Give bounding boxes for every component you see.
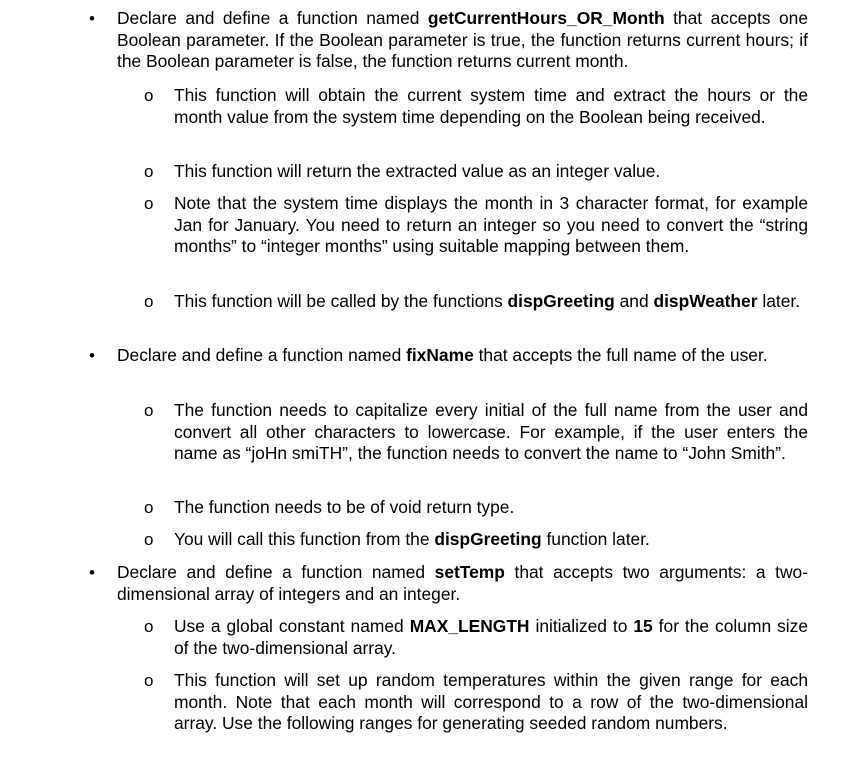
list-item	[174, 400, 808, 465]
item-text: that accepts the full name of the user.	[473, 345, 768, 365]
list-item	[117, 345, 808, 367]
item-text: Declare and define a function named	[117, 345, 407, 365]
item-text: This function will obtain the current system time and extract the hours or the month value from the system time depending on the Boolean being received.	[174, 85, 808, 127]
sub-bullet-marker: o	[144, 86, 154, 105]
item-text: This function will return the extracted value as an integer value.	[174, 161, 661, 181]
function-name: dispGreeting	[434, 529, 542, 549]
constant-name: MAX_LENGTH	[409, 616, 530, 636]
item-text: The function needs to be of void return type.	[174, 497, 515, 517]
function-name: fixName	[406, 345, 474, 365]
item-text: This function will set up random temperatures within the given range for each month. Note that each month will correspond to a row of the two-dimensional array. Use the following ranges for generating seeded random numbers.	[174, 670, 808, 734]
function-name: setTemp	[434, 562, 505, 582]
list-item	[174, 291, 808, 313]
item-text: initialized to	[529, 616, 634, 636]
sub-bullet-marker: o	[144, 162, 154, 181]
list-item	[174, 161, 808, 183]
function-name: dispGreeting	[507, 291, 615, 311]
item-text: Declare and define a function named	[117, 562, 435, 582]
sub-bullet-marker: o	[144, 292, 154, 311]
item-text: and	[614, 291, 654, 311]
list-item	[117, 562, 808, 605]
item-text: Use a global constant named	[174, 616, 410, 636]
bullet-marker: •	[89, 9, 95, 28]
list-item	[174, 616, 808, 659]
constant-value: 15	[633, 616, 653, 636]
function-name: dispWeather	[653, 291, 758, 311]
item-text: for the column size of the two-dimensional array.	[174, 616, 808, 658]
item-text: that accepts one Boolean parameter. If the Boolean parameter is true, the function returns current hours; if the Boolean parameter is false, the function returns current month.	[117, 8, 808, 72]
list-item	[174, 497, 808, 519]
sub-bullet-marker: o	[144, 530, 154, 549]
sub-bullet-marker: o	[144, 617, 154, 636]
item-text: Note that the system time displays the month in 3 character format, for example Jan for January. You need to return an integer so you need to convert the “string months” to “integer months” using suitable mapping between them.	[174, 193, 808, 257]
bullet-marker: •	[89, 563, 95, 582]
list-item	[117, 8, 808, 73]
item-text: This function will be called by the functions	[174, 291, 508, 311]
item-text: You will call this function from the	[174, 529, 435, 549]
list-item	[174, 85, 808, 128]
item-text: Declare and define a function named	[117, 8, 428, 28]
item-text: later.	[757, 291, 801, 311]
sub-bullet-marker: o	[144, 194, 154, 213]
item-text: The function needs to capitalize every initial of the full name from the user and convert all other characters to lowercase. For example, if the user enters the name as “joHn smiTH”, the function needs to convert the name to “John Smith”.	[174, 400, 808, 464]
function-name: getCurrentHours_OR_Month	[427, 8, 665, 28]
sub-bullet-marker: o	[144, 671, 154, 690]
list-item	[174, 529, 808, 551]
sub-bullet-marker: o	[144, 498, 154, 517]
sub-bullet-marker: o	[144, 401, 154, 420]
bullet-marker: •	[89, 346, 95, 365]
item-text: function later.	[541, 529, 650, 549]
list-item	[174, 193, 808, 258]
item-text: that accepts two arguments: a two-dimensional array of integers and an integer.	[117, 562, 808, 604]
list-item	[174, 670, 808, 735]
